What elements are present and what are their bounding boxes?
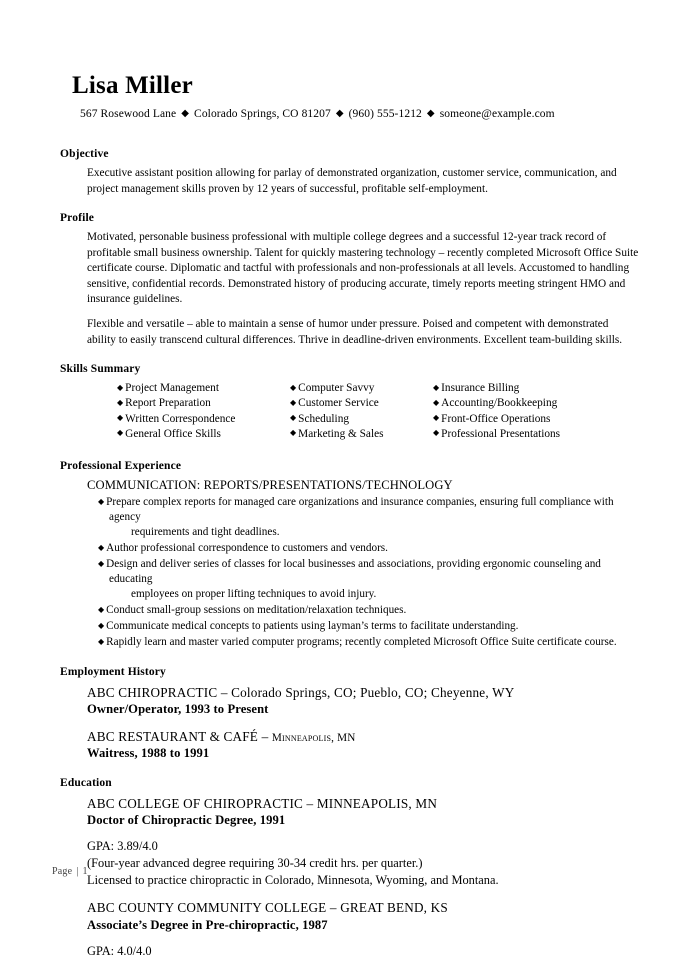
skill-item	[290, 381, 433, 396]
profile-paragraph: Motivated, personable business professional with multiple college degrees and a successful 12-year track record of profitable small business ownership. Talent for quickly mastering technology – recently completed Microsoft Office Suite certificate course. Diplomatic and tactful with professionals and non-professionals at all levels. Accustomed to handling sensitive, confidential records. Demonstrated history of producing accurate, timely reports meeting stringent HMO and insurance guidelines.	[87, 231, 639, 306]
spacer	[0, 651, 696, 666]
education-note: GPA: 3.89/4.0	[87, 839, 158, 854]
section-heading-employment: Employment History	[60, 666, 166, 679]
footer-divider: |	[76, 866, 79, 877]
organization-name: ABC RESTAURANT & CAFÉ	[87, 728, 259, 744]
section-heading-education: Education	[60, 776, 112, 789]
education-degree: Associate’s Degree in Pre-chiropractic, 1987	[87, 917, 328, 932]
education-institution: ABC COLLEGE OF CHIROPRACTIC – MINNEAPOLIS, MN	[87, 795, 438, 811]
employment-entry	[60, 684, 640, 718]
section-heading-experience: Professional Experience	[60, 460, 182, 473]
experience-bullet-text: Communicate medical concepts to patients using layman’s terms to facilitate understanding.	[106, 620, 519, 633]
organization-name: ABC CHIROPRACTIC	[87, 685, 218, 701]
skill-item	[433, 381, 560, 396]
contact-line	[80, 108, 555, 120]
page-footer	[52, 866, 88, 877]
contact-city-state-zip: Colorado Springs, CO 81207	[194, 108, 331, 120]
diamond-bullet-icon: ◆	[98, 604, 105, 614]
employment-entry	[60, 728, 640, 762]
section-heading-skills: Skills Summary	[60, 363, 141, 376]
diamond-separator-icon: ◆	[335, 108, 344, 119]
skill-item	[290, 427, 433, 442]
skill-label: Insurance Billing	[441, 382, 520, 395]
contact-address: 567 Rosewood Lane	[80, 108, 177, 120]
skills-columns	[60, 381, 640, 442]
spacer	[0, 442, 696, 460]
skill-label: General Office Skills	[125, 427, 221, 440]
contact-email: someone@example.com	[439, 108, 555, 120]
experience-bullet	[98, 635, 640, 650]
section-education	[0, 777, 696, 960]
skill-label: Project Management	[125, 382, 219, 395]
experience-subheading: COMMUNICATION: REPORTS/PRESENTATIONS/TECHNOLOGY	[87, 478, 453, 493]
employment-role: Owner/Operator, 1993 to Present	[87, 702, 269, 717]
diamond-bullet-icon: ◆	[290, 382, 297, 392]
skill-label: Written Correspondence	[125, 412, 236, 425]
experience-bullet	[98, 541, 640, 556]
skill-item	[117, 396, 290, 411]
diamond-bullet-icon: ◆	[117, 428, 124, 438]
section-skills-summary	[0, 363, 696, 442]
diamond-bullet-icon: ◆	[117, 413, 124, 423]
skill-item	[117, 412, 290, 427]
section-professional-experience	[0, 460, 696, 650]
diamond-bullet-icon: ◆	[98, 558, 105, 568]
skill-item	[117, 381, 290, 396]
candidate-name: Lisa Miller	[72, 72, 193, 99]
skill-label: Report Preparation	[125, 397, 211, 410]
experience-bullet-text: Author professional correspondence to customers and vendors.	[106, 542, 388, 555]
section-objective	[0, 148, 696, 197]
education-note: Licensed to practice chiropractic in Colorado, Minnesota, Wyoming, and Montana.	[87, 872, 499, 887]
education-entry	[60, 899, 640, 933]
diamond-bullet-icon: ◆	[290, 413, 297, 423]
experience-bullet	[98, 603, 640, 618]
education-institution: ABC COUNTY COMMUNITY COLLEGE – GREAT BEND, KS	[87, 900, 448, 916]
spacer	[60, 888, 640, 899]
education-note: (Four-year advanced degree requiring 30-34 credit hrs. per quarter.)	[87, 855, 423, 870]
skill-item	[290, 396, 433, 411]
experience-bullet	[98, 619, 640, 634]
profile-body	[60, 230, 640, 348]
employment-organization	[87, 684, 640, 701]
experience-bullet-text: Design and deliver series of classes for local businesses and associations, providing ergonomic counseling and educating	[106, 558, 601, 586]
education-degree: Doctor of Chiropractic Degree, 1991	[87, 812, 286, 827]
skill-item	[290, 412, 433, 427]
skill-label: Accounting/Bookkeeping	[441, 397, 558, 410]
experience-bullet-text: Conduct small-group sessions on meditation/relaxation techniques.	[106, 604, 407, 617]
spacer	[0, 762, 696, 777]
skill-label: Computer Savvy	[298, 382, 375, 395]
footer-label: Page	[52, 866, 73, 877]
experience-bullet	[98, 557, 640, 602]
employment-organization	[87, 728, 640, 746]
education-note: GPA: 4.0/4.0	[87, 943, 152, 958]
dash-separator: –	[217, 685, 232, 701]
diamond-bullet-icon: ◆	[98, 496, 105, 506]
skill-item	[433, 396, 560, 411]
skill-label: Front-Office Operations	[441, 412, 551, 425]
skills-column	[433, 381, 560, 442]
employment-role: Waitress, 1988 to 1991	[87, 746, 210, 761]
experience-bullet-list	[60, 495, 640, 650]
skill-label: Marketing & Sales	[298, 427, 384, 440]
diamond-bullet-icon: ◆	[433, 428, 440, 438]
resume-content	[0, 148, 696, 960]
employment-location: Minneapolis, MN	[271, 731, 356, 744]
diamond-separator-icon: ◆	[181, 108, 190, 119]
spacer	[0, 348, 696, 363]
diamond-bullet-icon: ◆	[290, 428, 297, 438]
experience-bullet-continuation: requirements and tight deadlines.	[131, 526, 280, 539]
experience-bullet-text: Prepare complex reports for managed care organizations and insurance companies, ensuring full compliance with agency	[106, 496, 614, 524]
diamond-bullet-icon: ◆	[117, 382, 124, 392]
diamond-bullet-icon: ◆	[98, 620, 105, 630]
objective-body	[60, 166, 640, 197]
objective-text: Executive assistant position allowing for parlay of demonstrated organization, customer service, communication, and project management skills proven by 12 years of successful, profitable self-employment.	[87, 167, 617, 195]
section-profile	[0, 212, 696, 348]
skill-label: Professional Presentations	[441, 427, 561, 440]
education-entry	[60, 795, 640, 829]
diamond-bullet-icon: ◆	[433, 382, 440, 392]
skill-item	[433, 427, 560, 442]
employment-location: Colorado Springs, CO; Pueblo, CO; Cheyenne, WY	[231, 685, 515, 701]
footer-page-number: 1	[82, 866, 88, 877]
experience-bullet-text: Rapidly learn and master varied computer programs; recently completed Microsoft Office Suite certificate course.	[106, 636, 617, 649]
dash-separator: –	[258, 728, 272, 744]
diamond-bullet-icon: ◆	[433, 413, 440, 423]
experience-bullet	[98, 495, 640, 540]
diamond-bullet-icon: ◆	[290, 397, 297, 407]
section-heading-profile: Profile	[60, 212, 95, 225]
skills-column	[117, 381, 290, 442]
contact-phone: (960) 555-1212	[348, 108, 422, 120]
skill-item	[117, 427, 290, 442]
diamond-bullet-icon: ◆	[117, 397, 124, 407]
section-heading-objective: Objective	[60, 148, 109, 160]
profile-paragraph: Flexible and versatile – able to maintain a sense of humor under pressure. Poised and competent with demonstrated ability to easily transcend cultural differences. Thrive in deadline-driven environments. Excellent team-building skills.	[87, 318, 623, 346]
diamond-bullet-icon: ◆	[98, 542, 105, 552]
skills-column	[290, 381, 433, 442]
section-employment-history	[0, 666, 696, 761]
diamond-bullet-icon: ◆	[433, 397, 440, 407]
skill-item	[433, 412, 560, 427]
spacer	[0, 197, 696, 212]
diamond-separator-icon: ◆	[426, 108, 435, 119]
skill-label: Scheduling	[298, 412, 349, 425]
experience-bullet-continuation: employees on proper lifting techniques to avoid injury.	[131, 588, 377, 601]
diamond-bullet-icon: ◆	[98, 636, 105, 646]
skill-label: Customer Service	[298, 397, 379, 410]
